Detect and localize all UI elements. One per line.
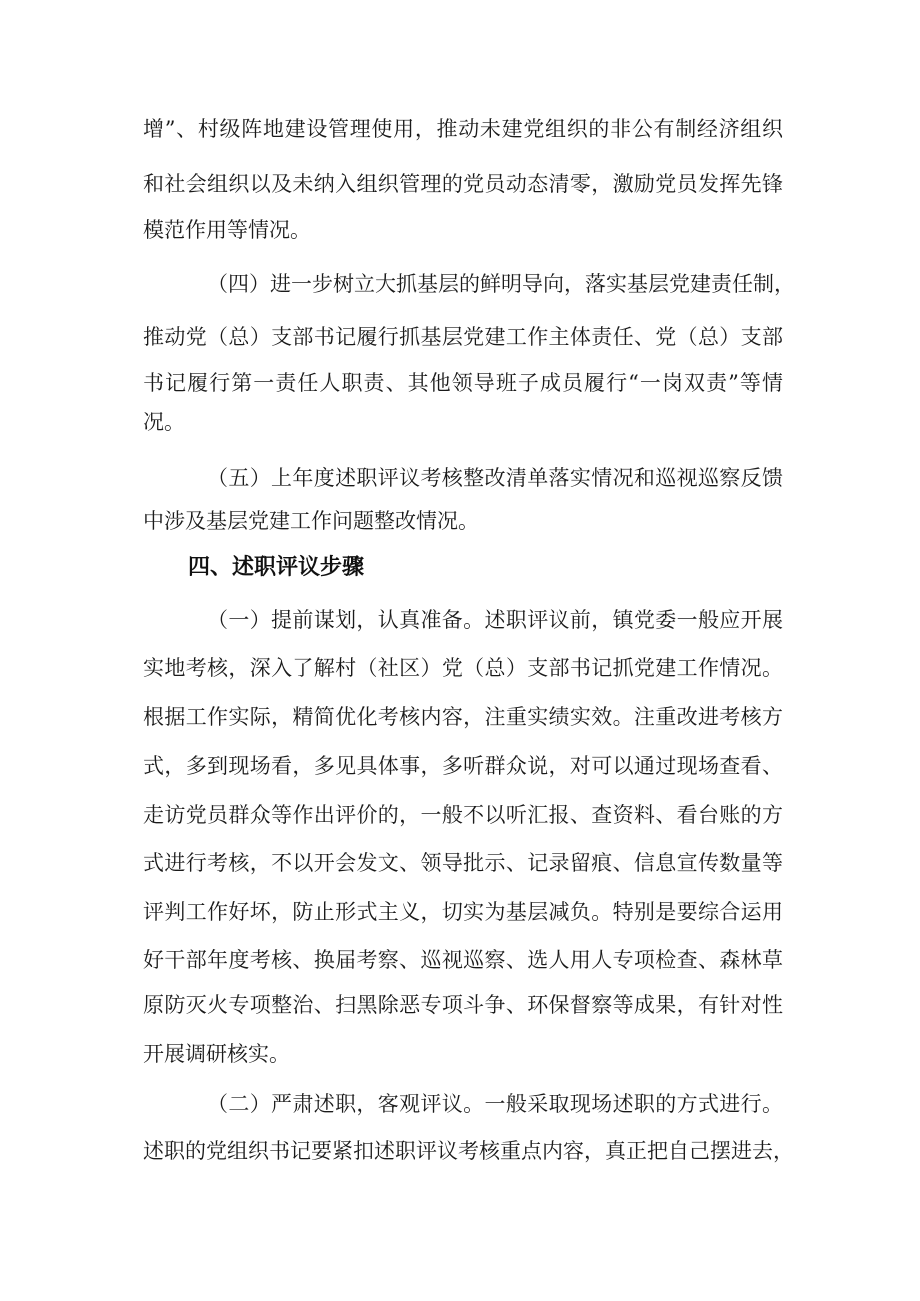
- paragraph-line: （二）严肃述职，客观评议。一般采取现场述职的方式进行。: [207, 1092, 783, 1116]
- paragraph-line: 和社会组织以及未纳入组织管理的党员动态清零，激励党员发挥先锋: [143, 172, 783, 196]
- paragraph-line: 模范作用等情况。: [143, 218, 311, 242]
- paragraph-line: 述职的党组织书记要紧扣述职评议考核重点内容，真正把自己摆进去，: [143, 1139, 794, 1163]
- paragraph-line: （一）提前谋划，认真准备。述职评议前，镇党委一般应开展: [207, 608, 783, 632]
- section-heading: 四、述职评议步骤: [188, 555, 365, 580]
- paragraph-line: 增”、村级阵地建设管理使用，推动未建党组织的非公有制经济组织: [143, 117, 783, 141]
- paragraph-line: 评判工作好坏，防止形式主义，切实为基层减负。特别是要综合运用: [143, 900, 783, 924]
- paragraph-line: 走访党员群众等作出评价的，一般不以听汇报、查资料、看台账的方: [143, 803, 783, 827]
- paragraph-line: 开展调研核实。: [143, 1042, 290, 1066]
- paragraph-line: 中涉及基层党建工作问题整改情况。: [143, 509, 479, 533]
- paragraph-line: （五）上年度述职评议考核整改清单落实情况和巡视巡察反馈: [207, 466, 783, 490]
- paragraph-line: 根据工作实际，精简优化考核内容，注重实绩实效。注重改进考核方: [143, 705, 783, 729]
- paragraph-line: 书记履行第一责任人职责、其他领导班子成员履行“一岗双责”等情: [143, 371, 783, 395]
- paragraph-line: 式，多到现场看，多见具体事，多听群众说，对可以通过现场查看、: [143, 754, 783, 778]
- paragraph-line: 原防灭火专项整治、扫黑除恶专项斗争、环保督察等成果，有针对性: [143, 993, 783, 1017]
- paragraph-line: 式进行考核，不以开会发文、领导批示、记录留痕、信息宣传数量等: [143, 851, 783, 875]
- paragraph-line: 况。: [143, 410, 185, 434]
- paragraph-line: 实地考核，深入了解村（社区）党（总）支部书记抓党建工作情况。: [143, 656, 783, 680]
- paragraph-line: 好干部年度考核、换届考察、巡视巡察、选人用人专项检查、森林草: [143, 948, 783, 972]
- paragraph-line: （四）进一步树立大抓基层的鲜明导向，落实基层党建责任制，: [207, 272, 795, 296]
- paragraph-line: 推动党（总）支部书记履行抓基层党建工作主体责任、党（总）支部: [143, 325, 783, 349]
